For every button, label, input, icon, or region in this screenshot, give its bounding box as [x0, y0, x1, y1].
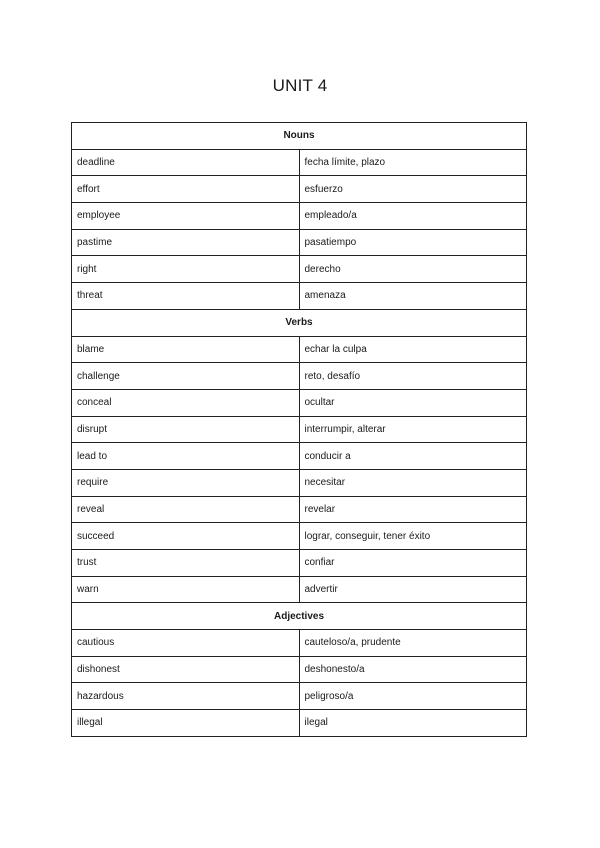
english-term: deadline — [72, 149, 300, 176]
english-term: require — [72, 469, 300, 496]
table-row — [72, 149, 527, 176]
table-row — [72, 683, 527, 710]
page-title: UNIT 4 — [272, 76, 328, 95]
english-term: illegal — [72, 710, 300, 737]
spanish-translation: echar la culpa — [299, 336, 527, 363]
table-row — [72, 576, 527, 603]
section-header-row — [72, 123, 527, 150]
english-term: pastime — [72, 229, 300, 256]
table-row — [72, 229, 527, 256]
spanish-translation: derecho — [299, 256, 527, 283]
spanish-translation: cauteloso/a, prudente — [299, 630, 527, 657]
table-row — [72, 550, 527, 577]
table-row — [72, 363, 527, 390]
english-term: hazardous — [72, 683, 300, 710]
english-term: dishonest — [72, 656, 300, 683]
table-row — [72, 336, 527, 363]
section-heading: Verbs — [72, 309, 527, 336]
english-term: reveal — [72, 496, 300, 523]
spanish-translation: pasatiempo — [299, 229, 527, 256]
section-header-row — [72, 309, 527, 336]
spanish-translation: deshonesto/a — [299, 656, 527, 683]
english-term: right — [72, 256, 300, 283]
spanish-translation: necesitar — [299, 469, 527, 496]
english-term: succeed — [72, 523, 300, 550]
spanish-translation: interrumpir, alterar — [299, 416, 527, 443]
table-row — [72, 443, 527, 470]
table-row — [72, 656, 527, 683]
table-row — [72, 469, 527, 496]
table-row — [72, 496, 527, 523]
english-term: lead to — [72, 443, 300, 470]
table-row — [72, 176, 527, 203]
spanish-translation: advertir — [299, 576, 527, 603]
vocabulary-table — [71, 122, 527, 737]
spanish-translation: ilegal — [299, 710, 527, 737]
section-header-row — [72, 603, 527, 630]
spanish-translation: revelar — [299, 496, 527, 523]
english-term: threat — [72, 283, 300, 310]
section-heading: Nouns — [72, 123, 527, 150]
english-term: disrupt — [72, 416, 300, 443]
spanish-translation: empleado/a — [299, 203, 527, 230]
table-row — [72, 203, 527, 230]
spanish-translation: confiar — [299, 550, 527, 577]
spanish-translation: lograr, conseguir, tener éxito — [299, 523, 527, 550]
english-term: trust — [72, 550, 300, 577]
spanish-translation: conducir a — [299, 443, 527, 470]
spanish-translation: esfuerzo — [299, 176, 527, 203]
table-row — [72, 256, 527, 283]
table-row — [72, 283, 527, 310]
english-term: conceal — [72, 389, 300, 416]
table-row — [72, 710, 527, 737]
english-term: employee — [72, 203, 300, 230]
table-row — [72, 523, 527, 550]
english-term: effort — [72, 176, 300, 203]
english-term: blame — [72, 336, 300, 363]
english-term: warn — [72, 576, 300, 603]
spanish-translation: fecha límite, plazo — [299, 149, 527, 176]
spanish-translation: reto, desafío — [299, 363, 527, 390]
spanish-translation: peligroso/a — [299, 683, 527, 710]
spanish-translation: ocultar — [299, 389, 527, 416]
section-heading: Adjectives — [72, 603, 527, 630]
english-term: challenge — [72, 363, 300, 390]
table-row — [72, 630, 527, 657]
spanish-translation: amenaza — [299, 283, 527, 310]
english-term: cautious — [72, 630, 300, 657]
table-row — [72, 416, 527, 443]
table-row — [72, 389, 527, 416]
